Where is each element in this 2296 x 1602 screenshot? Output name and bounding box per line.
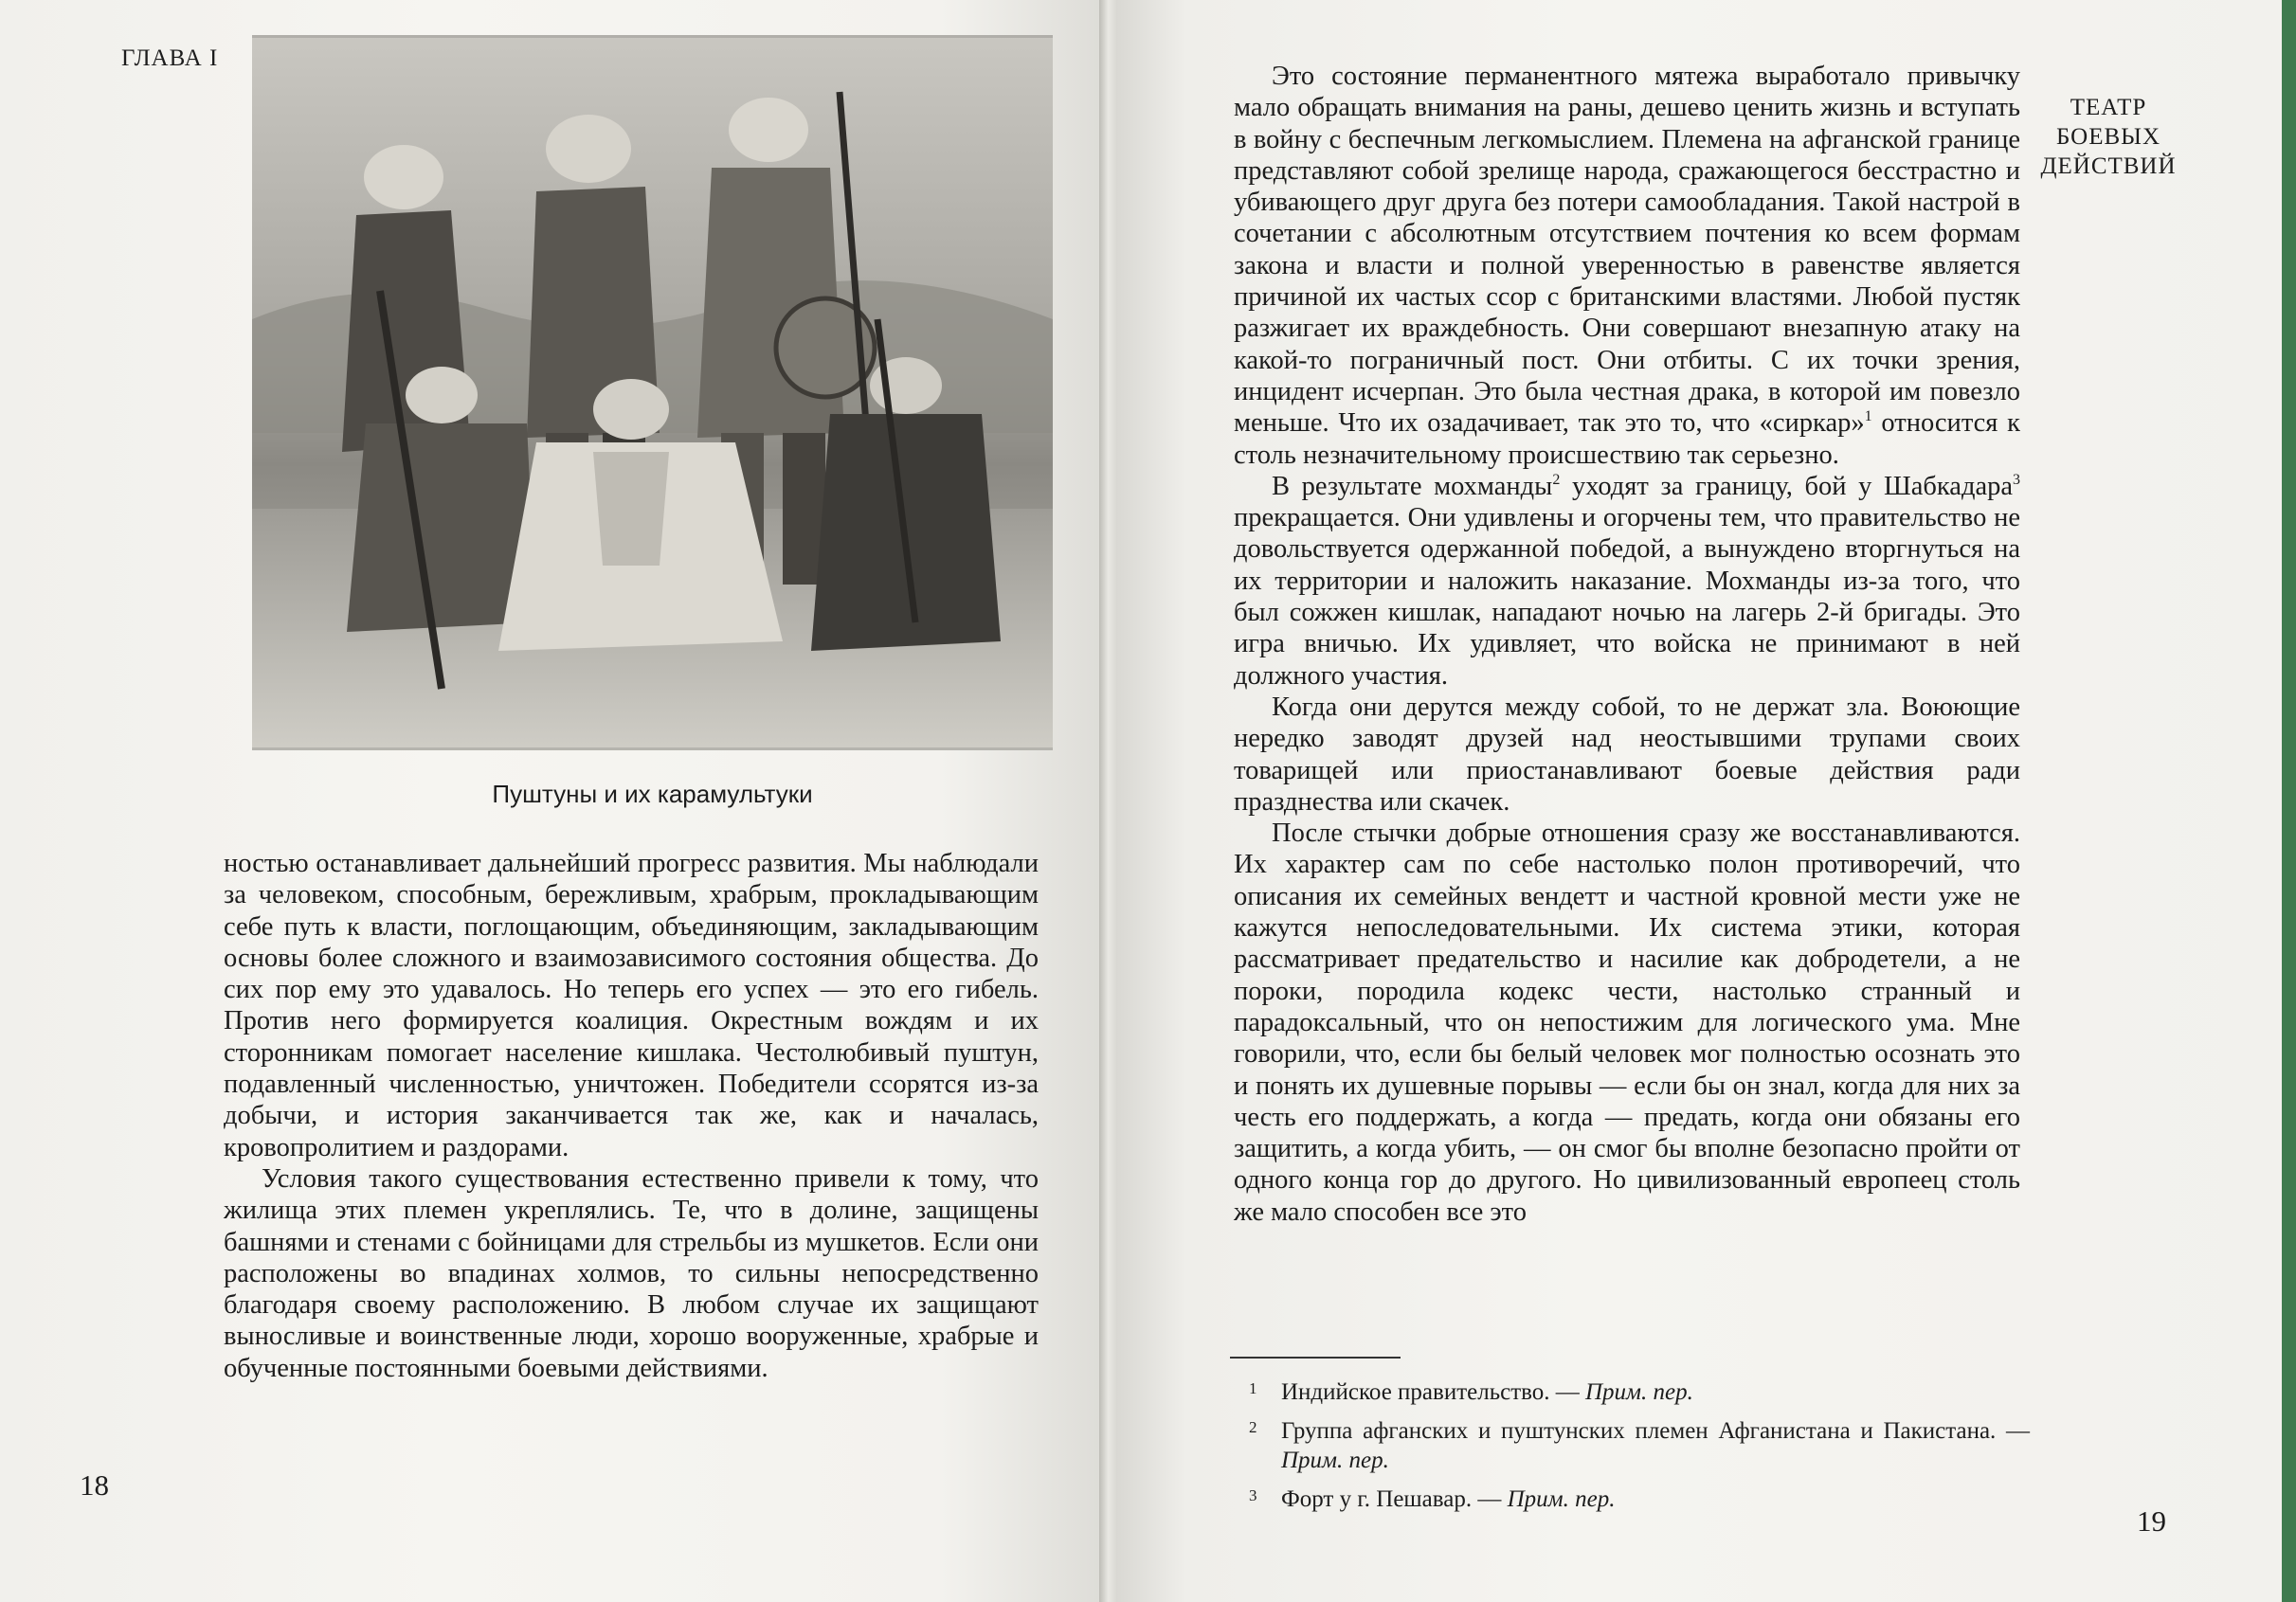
footnote-text: Форт у г. Пешавар. —	[1281, 1486, 1508, 1512]
paragraph-text: В результате мохманды	[1272, 471, 1553, 501]
right-body-text	[1234, 61, 2020, 1228]
paragraph	[1234, 471, 2020, 692]
footnote-text: Группа афганских и пуштунских племен Афганистана и Пакистана. —	[1281, 1418, 2030, 1444]
running-head-right: ТЕАТР БОЕВЫХ ДЕЙСТВИЙ	[2040, 95, 2177, 179]
footnote-note: Прим. пер.	[1585, 1379, 1693, 1405]
footnote-note: Прим. пер.	[1281, 1448, 1389, 1473]
paragraph-text: относится к столь незначительному происшествию так серьезно.	[1234, 408, 2020, 470]
paragraph: Когда они дерутся между собой, то не держат зла. Воюющие нередко заводят друзей над неостывшими трупами своих товарищей или приостанавливают боевые действия ради празднества или скачек.	[1234, 692, 2020, 817]
footnote-note: Прим. пер.	[1507, 1486, 1616, 1512]
footnotes	[1249, 1377, 2030, 1523]
paragraph: ностью останавливает дальнейший прогресс развития. Мы наблюдали за человеком, способным, бережливым, храбрым, прокладывающим себе путь к власти, поглощающим, объединяющим, закладывающим основы более сложного и взаимозависимого состояния общества. До сих пор ему это удавалось. Но теперь его успех — это его гибель. Против него формируется коалиция. Окрестным вождям и их сторонникам помогает население кишлака. Честолюбивый пуштун, подавленный численностью, уничтожен. Победители ссорятся из-за добычи, и история заканчивается так же, как и началась, кровопролитием и раздорами.	[224, 849, 1039, 1162]
footnote	[1249, 1485, 2030, 1514]
footnote	[1249, 1377, 2030, 1407]
footnote-text: Индийское правительство. —	[1281, 1379, 1585, 1405]
footnote-ref[interactable]: 3	[2013, 471, 2020, 488]
footnote	[1249, 1416, 2030, 1475]
footnote-number: 1	[1249, 1379, 1257, 1397]
photo-caption: Пуштуны и их карамультуки	[492, 780, 813, 808]
running-head-left: ГЛАВА I	[121, 45, 219, 71]
paragraph: Условия такого существования естественно привели к тому, что жилища этих племен укреплялись. Те, что в долине, защищены башнями и стенами с бойницами для стрельбы из мушкетов. Если они расположены во впадинах холмов, то сильны непосредственно благодаря своему расположению. В любом случае их защищают выносливые и воинственные люди, хорошо вооруженные, храбрые и обученные постоянными боевыми действиями.	[224, 1163, 1039, 1383]
paragraph	[1234, 61, 2020, 471]
paragraph-text: прекращается. Они удивлены и огорчены тем, что правительство не довольствуется одержанной победой, а вынуждено вторгнуться на их территории и наложить наказание. Мохманды из-за того, что был сожжен кишлак, нападают ночью на лагерь 2-й бригады. Это игра вничью. Их удивляет, что войска не принимают в ней должного участия.	[1234, 503, 2020, 691]
footnote-ref[interactable]: 1	[1864, 408, 1872, 425]
photo-illustration	[252, 35, 1053, 750]
paragraph-text: уходят за границу, бой у Шабкадара	[1560, 471, 2013, 501]
footnote-ref[interactable]: 2	[1552, 471, 1561, 488]
footnote-rule	[1230, 1357, 1401, 1359]
photo-pashtuns	[252, 35, 1053, 750]
page-number-left: 18	[80, 1468, 109, 1502]
footnote-number: 3	[1249, 1486, 1257, 1504]
paragraph: После стычки добрые отношения сразу же восстанавливаются. Их характер сам по себе настолько полон противоречий, что описания их семейных вендетт и частной кровной мести уже не кажутся непоследовательными. Их система этики, которая рассматривает предательство и насилие как добродетели, а не пороки, породила кодекс чести, настолько странный и парадоксальный, что он непостижим для логического ума. Мне говорили, что, если бы белый человек мог полностью осознать это и понять их душевные порывы — если бы он знал, когда для них за честь его поддержать, а когда — предать, когда они обязаны его защитить, а когда убить, — он смог бы вполне безопасно пройти от одного конца гор до другого. Но цивилизованный европеец столь же мало способен все это	[1234, 819, 2020, 1227]
paragraph-text: Это состояние перманентного мятежа выработало привычку мало обращать внимания на раны, дешево ценить жизнь и вступать в войну с беспечным легкомыслием. Племена на афганской границе представляют собой зрелище народа, сражающегося бесстрастно и убивающего друг друга без потери самообладания. Такой настрой в сочетании с абсолютным отсутствием почтения ко всем формам закона и власти и полной уверенностью в равенстве является причиной их частых ссор с британскими властями. Любой пустяк разжигает их враждебность. Они совершают внезапную атаку на какой-то пограничный пост. Они отбиты. С их точки зрения, инцидент исчерпан. Это была честная драка, в которой им повезло меньше. Что их озадачивает, так это то, что «сиркар»	[1234, 62, 2020, 439]
footnote-number: 2	[1249, 1418, 1257, 1436]
left-page	[0, 0, 1107, 1602]
page-number-right: 19	[2137, 1504, 2166, 1538]
left-body-text	[224, 848, 1039, 1384]
